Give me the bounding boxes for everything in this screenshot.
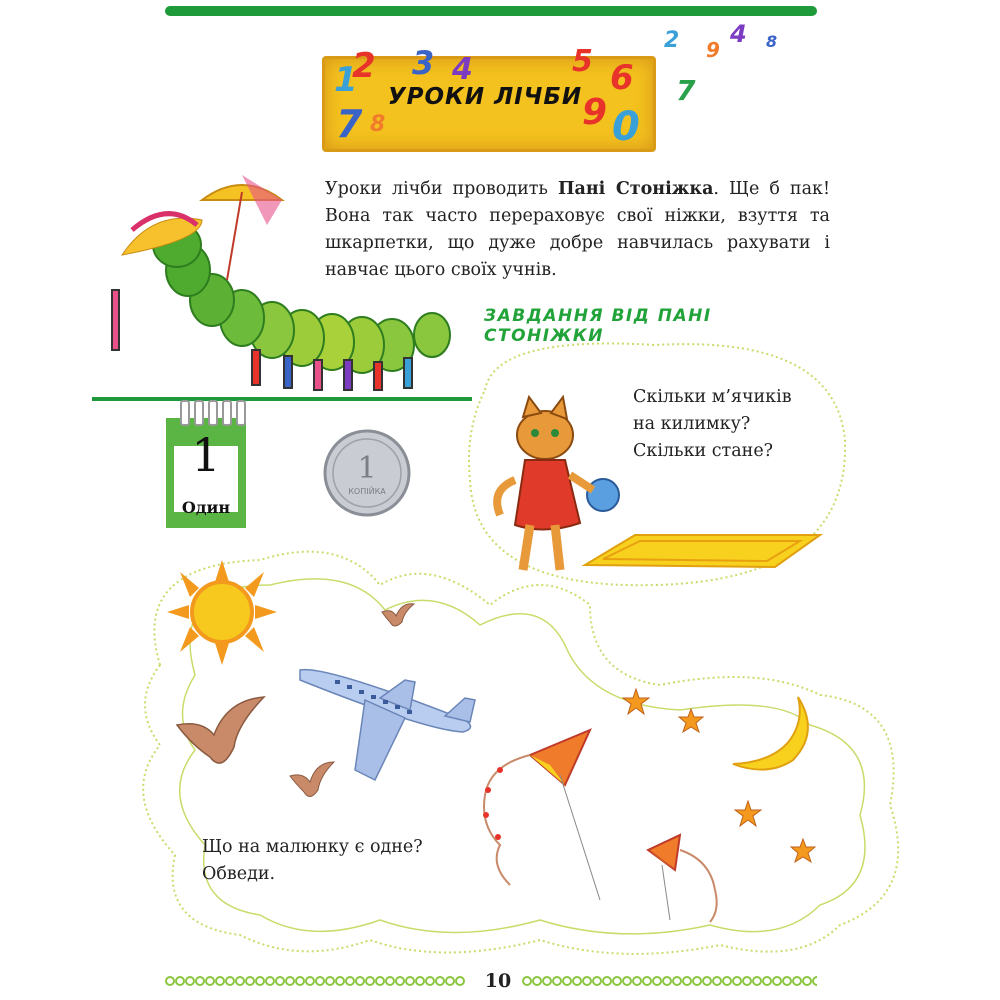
question-one-item: Що на малюнку є одне? Обведи. [202,837,423,884]
kite-icon [640,830,730,925]
svg-text:1: 1 [357,451,377,486]
footer-beads-left [165,974,465,988]
question-balls: Скільки м’ячиків на килимку? Скільки стане? [633,387,792,461]
digit: 8 [766,32,778,51]
digit: 7 [336,102,363,146]
digit: 6 [610,58,634,98]
star-icon [678,708,704,734]
calendar-number: 1 [191,428,221,482]
sun-icon [162,560,282,665]
page-number: 10 [484,970,512,992]
ring-icon [180,400,190,426]
star-icon [790,838,816,864]
bird-icon [172,695,267,775]
bird-icon [380,600,416,632]
calendar-word: Один [181,498,231,517]
coin-icon [322,428,412,518]
digit: 3 [412,44,435,82]
digit: 9 [582,92,608,133]
footer-beads-right [522,974,817,988]
digit: 4 [730,20,747,48]
moon-icon [728,692,818,774]
digit: 4 [452,52,473,87]
ring-icon [222,400,232,426]
top-bar [165,6,817,16]
digit: 7 [676,74,696,107]
ring-icon [236,400,246,426]
intro-text: Уроки лічби проводить Пані Стоніжка. Ще б пак! Вона так часто перераховує свої ніжки, взуття та шкарпетки, що дуже добре навчилась рахувати і навчає цього своїх учнів. [325,179,830,280]
star-icon [622,688,650,716]
ring-icon [194,400,204,426]
digit: 2 [664,28,680,53]
airplane-icon [295,660,480,785]
divider [92,397,472,401]
digit: 2 [352,46,376,86]
calendar-card [166,398,246,528]
star-icon [734,800,762,828]
ring-icon [208,400,218,426]
digit: 1 [334,60,358,100]
page-title: УРОКИ ЛІЧБИ [387,84,583,110]
svg-text:КОПІЙКА: КОПІЙКА [348,487,386,496]
digit: 9 [706,38,720,62]
kite-icon [470,725,610,905]
digit: 8 [370,112,386,137]
teacher-name: Пані Стоніжка [557,179,714,199]
digit: 5 [572,44,593,79]
task-title: ЗАВДАННЯ ВІД ПАНІ СТОНІЖКИ [484,306,712,346]
digit: 0 [612,104,640,150]
